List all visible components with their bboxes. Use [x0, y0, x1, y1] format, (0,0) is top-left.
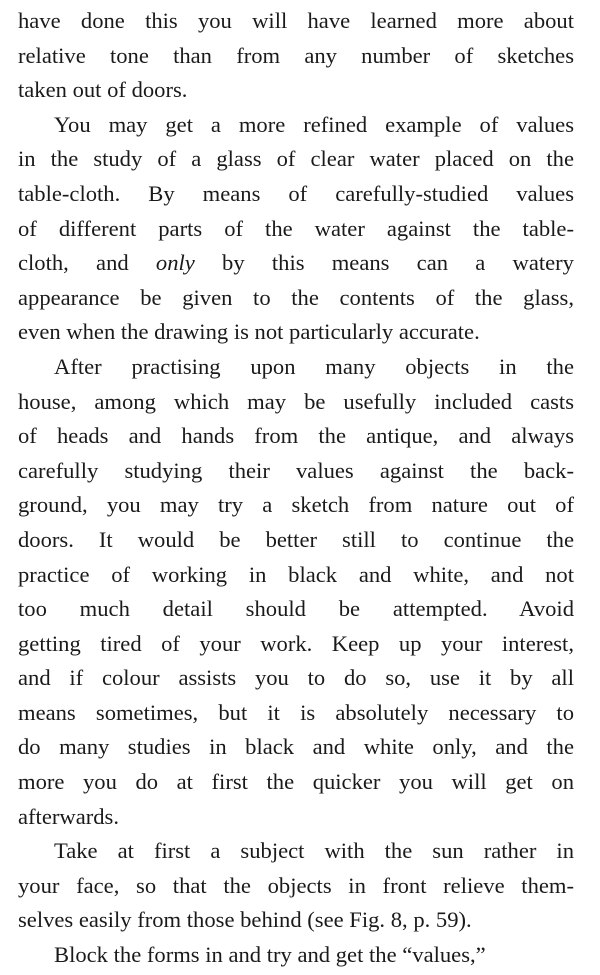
text-line: of heads and hands from the antique, and always — [18, 423, 574, 449]
text-line: Take at first a subject with the sun rather in — [54, 838, 574, 864]
text-line: even when the drawing is not particularly accurate. — [18, 319, 480, 345]
text-line-with-emphasis — [18, 246, 574, 281]
text-line: house, among which may be usefully included casts — [18, 388, 574, 414]
text-line: practice of working in black and white, and not — [18, 561, 574, 587]
text-line: means sometimes, but it is absolutely necessary to — [18, 699, 574, 725]
text-line: too much detail should be attempted. Avoid — [18, 596, 574, 622]
text-line: getting tired of your work. Keep up your interest, — [18, 630, 574, 656]
paragraph-4 — [18, 834, 574, 938]
paragraph-1 — [18, 4, 574, 108]
paragraph-3 — [18, 350, 574, 834]
text-line: of different parts of the water against the table- — [18, 215, 574, 241]
text-line: taken out of doors. — [18, 77, 188, 103]
text-line: your face, so that the objects in front relieve them- — [18, 872, 574, 898]
text-line: ground, you may try a sketch from nature out of — [18, 492, 574, 518]
text-line: do many studies in black and white only, and the — [18, 734, 574, 760]
book-page — [18, 4, 574, 973]
text-line: more you do at first the quicker you will get on — [18, 769, 574, 795]
text-line: table-cloth. By means of carefully-studied values — [18, 180, 574, 206]
text-fragment: cloth, and — [18, 250, 129, 276]
text-line: You may get a more refined example of values — [54, 111, 574, 137]
text-line: have done this you will have learned more about — [18, 8, 574, 33]
text-line: carefully studying their values against the back- — [18, 457, 574, 483]
text-line: appearance be given to the contents of the glass, — [18, 284, 574, 310]
text-line: doors. It would be better still to continue the — [18, 526, 574, 552]
text-line: afterwards. — [18, 803, 119, 829]
text-line: After practising upon many objects in the — [54, 353, 574, 379]
text-line: and if colour assists you to do so, use it by all — [18, 665, 574, 691]
text-line: Block the forms in and try and get the “values,” — [54, 942, 486, 968]
paragraph-2 — [18, 108, 574, 350]
paragraph-5 — [18, 938, 574, 973]
text-line: selves easily from those behind (see Fig. 8, p. 59). — [18, 907, 472, 933]
text-fragment: by this means can a watery — [222, 250, 574, 276]
emphasis-only: only — [155, 250, 195, 276]
text-line: in the study of a glass of clear water placed on the — [18, 146, 574, 172]
text-line: relative tone than from any number of sketches — [18, 42, 574, 68]
